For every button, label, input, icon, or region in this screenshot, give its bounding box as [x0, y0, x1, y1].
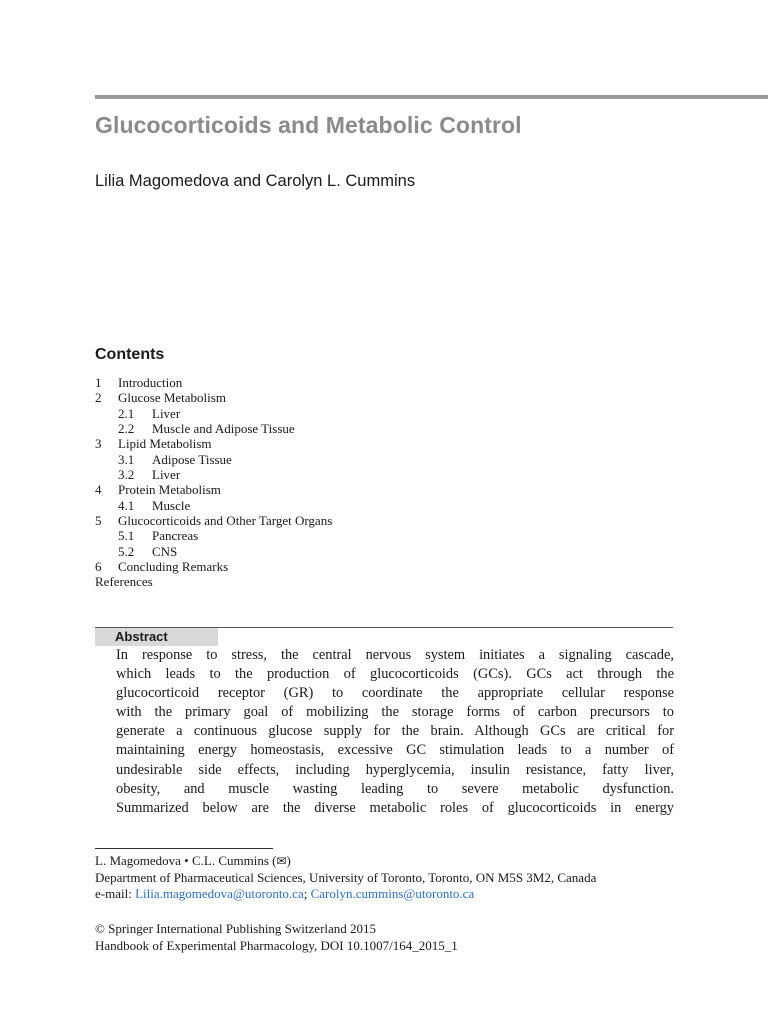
toc-item-label: Concluding Remarks — [118, 559, 229, 575]
toc-item[interactable] — [95, 513, 675, 528]
abstract-label: Abstract — [115, 629, 168, 644]
email-link-cummins[interactable]: Carolyn.cummins@utoronto.ca — [310, 886, 475, 901]
toc-item-label: Muscle — [152, 497, 191, 513]
toc-item-label: Introduction — [118, 375, 183, 390]
toc-item[interactable] — [95, 421, 675, 436]
abstract-line: undesirable side effects, including hyperglycemia, insulin resistance, fatty liver, — [116, 761, 674, 778]
toc-item-number: 2.2 — [118, 421, 135, 437]
abstract-body — [116, 646, 674, 818]
chapter-title: Glucocorticoids and Metabolic Control — [95, 112, 522, 138]
toc-item[interactable] — [95, 452, 675, 467]
toc-item[interactable] — [95, 390, 675, 405]
toc-item[interactable] — [95, 559, 675, 574]
toc-item-label: Lipid Metabolism — [118, 436, 212, 452]
toc-item[interactable] — [95, 375, 675, 390]
toc-item-label: Protein Metabolism — [118, 482, 221, 498]
toc-item-number: 4.1 — [118, 497, 135, 513]
copyright-line: © Springer International Publishing Switzerland 2015 — [95, 921, 377, 936]
toc-item-label: Liver — [152, 467, 181, 483]
toc-item-label: Pancreas — [152, 528, 199, 544]
toc-item-label: Muscle and Adipose Tissue — [152, 421, 295, 437]
toc-item-number: 6 — [95, 559, 102, 575]
top-rule — [95, 95, 768, 99]
abstract-line: generate a continuous glucose supply for the brain. Although GCs are critical for — [116, 723, 674, 740]
abstract-line: which leads to the production of glucocorticoids (GCs). GCs act through the — [116, 666, 674, 683]
toc-item-label: CNS — [152, 543, 178, 559]
toc-item-number: 5 — [95, 513, 102, 529]
toc-item-number: 5.1 — [118, 528, 135, 544]
email-link-magomedova[interactable]: Lilia.magomedova@utoronto.ca — [135, 886, 304, 901]
toc-item-label: Adipose Tissue — [152, 451, 232, 467]
contents-heading: Contents — [95, 346, 165, 363]
toc-item[interactable] — [95, 528, 675, 543]
toc-item[interactable] — [95, 544, 675, 559]
affiliation-department: Department of Pharmaceutical Sciences, University of Toronto, Toronto, ON M5S 3M2, Canada — [95, 869, 597, 885]
toc-item-label: Liver — [152, 405, 181, 421]
toc-item-number: 4 — [95, 482, 102, 498]
toc-item-number: 2.1 — [118, 405, 135, 421]
handbook-doi-line: Handbook of Experimental Pharmacology, DOI 10.1007/164_2015_1 — [95, 938, 458, 953]
toc-item-label: Glucose Metabolism — [118, 390, 226, 406]
toc-item[interactable] — [95, 574, 675, 589]
affiliation-block — [95, 853, 695, 903]
copyright-block — [95, 920, 695, 954]
toc-item-number: 3 — [95, 436, 102, 452]
table-of-contents — [95, 375, 675, 590]
toc-item-number: 3.2 — [118, 467, 135, 483]
toc-item[interactable] — [95, 406, 675, 421]
toc-item-number: 3.1 — [118, 451, 135, 467]
toc-item-label: Glucocorticoids and Other Target Organs — [118, 513, 333, 529]
chapter-authors: Lilia Magomedova and Carolyn L. Cummins — [95, 172, 416, 190]
abstract-line: glucocorticoid receptor (GR) to coordinate the appropriate cellular response — [116, 685, 674, 702]
abstract-line: In response to stress, the central nervous system initiates a signaling cascade, — [116, 647, 674, 663]
footnote-rule — [95, 848, 273, 849]
toc-item[interactable] — [95, 482, 675, 497]
affiliation-names: L. Magomedova • C.L. Cummins (✉) — [95, 853, 291, 868]
toc-item[interactable] — [95, 436, 675, 451]
toc-item[interactable] — [95, 498, 675, 513]
abstract-line: with the primary goal of mobilizing the storage forms of carbon precursors to — [116, 704, 674, 721]
toc-item-label: References — [95, 574, 153, 590]
toc-item-number: 2 — [95, 390, 102, 406]
abstract-line: maintaining energy homeostasis, excessive GC stimulation leads to a number of — [116, 742, 674, 759]
toc-item[interactable] — [95, 467, 675, 482]
affiliation-emails: e-mail: Lilia.magomedova@utoronto.ca; Carolyn.cummins@utoronto.ca — [95, 886, 475, 901]
abstract-line: obesity, and muscle wasting leading to severe metabolic dysfunction. — [116, 780, 674, 797]
envelope-icon[interactable]: ✉ — [276, 854, 287, 868]
abstract-label-box — [95, 628, 218, 646]
toc-item-number: 1 — [95, 375, 102, 390]
toc-item-number: 5.2 — [118, 543, 135, 559]
abstract-line: Summarized below are the diverse metabolic roles of glucocorticoids in energy — [116, 799, 674, 816]
